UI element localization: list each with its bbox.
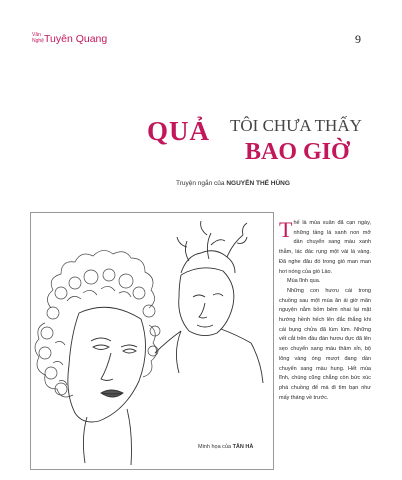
drop-cap: T — [279, 217, 293, 242]
woman-face — [68, 307, 146, 465]
byline-label: Truyện ngắn của — [176, 180, 225, 187]
paragraph-3: Những con hươu cái trong chuồng sau một mùa ăn ái giờ mãn nguyện nằm bỏm bẻm nhai lại mặt hướng hềnh hếch lên đắc thắng khi cái bụng chửa đã lùm lùm. Những vết cắt trên đầu đàn hươu đực đã lên sẹo chuyển sang màu thâm xỉn, bộ lông vàng óng mượt đang dần chuyển sang màu hung. Hết mùa lĩnh, chúng cũng chẳng còn bức xúc phá chuồng để mà đi tìm bạn như mấy tháng về trước. — [279, 287, 371, 401]
paragraph-2: Mùa lĩnh qua. — [287, 278, 321, 285]
story-illustration — [30, 212, 274, 470]
title-prefix: QUẢ — [147, 116, 210, 146]
caption-artist: TÂN HÀ — [232, 444, 254, 450]
masthead-nghe: Nghệ — [32, 38, 44, 44]
byline-author: NGUYỄN THẾ HÙNG — [226, 180, 290, 187]
paragraph-1-text: hế là mùa xuân đã cạn ngày, những tầng lá xanh non mỡ dần chuyển sang màu xanh thẫm, lác đác rụng một vài lá vàng. Đã nghe đâu đó trong gió man man hơi nóng của gió Lào. — [279, 220, 371, 275]
story-body — [279, 219, 371, 403]
illustration-caption — [198, 444, 253, 450]
man-figure — [155, 221, 263, 383]
byline — [176, 180, 290, 187]
title-line-1: TÔI CHƯA THẤY — [230, 116, 362, 135]
page-number: 9 — [355, 32, 361, 46]
caption-label: Minh họa của — [198, 444, 232, 450]
paragraph-1 — [279, 219, 371, 277]
masthead-van: Văn — [32, 32, 41, 38]
masthead-title: Tuyên Quang — [44, 33, 108, 45]
title-line-2: BAO GIỜ — [245, 139, 350, 165]
